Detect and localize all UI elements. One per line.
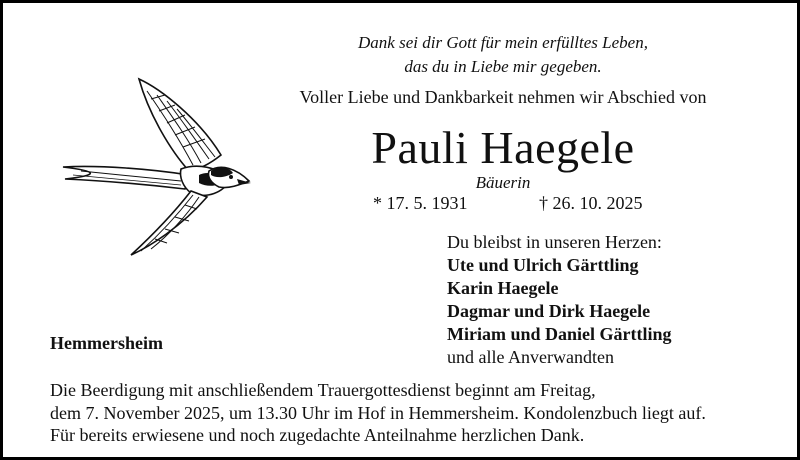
- farewell-intro: Voller Liebe und Dankbarkeit nehmen wir Abschied von: [299, 87, 707, 107]
- place-name: Hemmersheim: [50, 333, 163, 353]
- mourners-block: [447, 231, 672, 369]
- notice-line: dem 7. November 2025, um 13.30 Uhr im Hof in Hemmersheim. Kondolenzbuch liegt auf.: [50, 402, 706, 423]
- verse-line-2: das du in Liebe mir gegeben.: [404, 57, 602, 76]
- notice-line: Für bereits erwiesene und noch zugedachte Anteilnahme herzlichen Dank.: [50, 425, 585, 445]
- birth-date: * 17. 5. 1931: [373, 193, 468, 213]
- mourners-heading: Du bleibst in unseren Herzen:: [447, 232, 662, 252]
- mourner-name: Dagmar und Dirk Haegele: [447, 301, 651, 321]
- funeral-notice: [50, 379, 706, 447]
- notice-line: Die Beerdigung mit anschließendem Trauergottesdienst beginnt am Freitag,: [50, 380, 596, 400]
- mourner-name: Ute und Ulrich Gärttling: [447, 255, 639, 275]
- swallow-icon: [61, 71, 253, 272]
- deceased-occupation: Bäuerin: [475, 173, 531, 192]
- mourner-name: Karin Haegele: [447, 278, 559, 298]
- death-date: † 26. 10. 2025: [539, 193, 643, 213]
- deceased-name: Pauli Haegele: [371, 122, 635, 173]
- mourners-closing: und alle Anverwandten: [447, 347, 614, 367]
- verse-line-1: Dank sei dir Gott für mein erfülltes Leben,: [358, 33, 648, 52]
- mourner-name: Miriam und Daniel Gärttling: [447, 324, 672, 344]
